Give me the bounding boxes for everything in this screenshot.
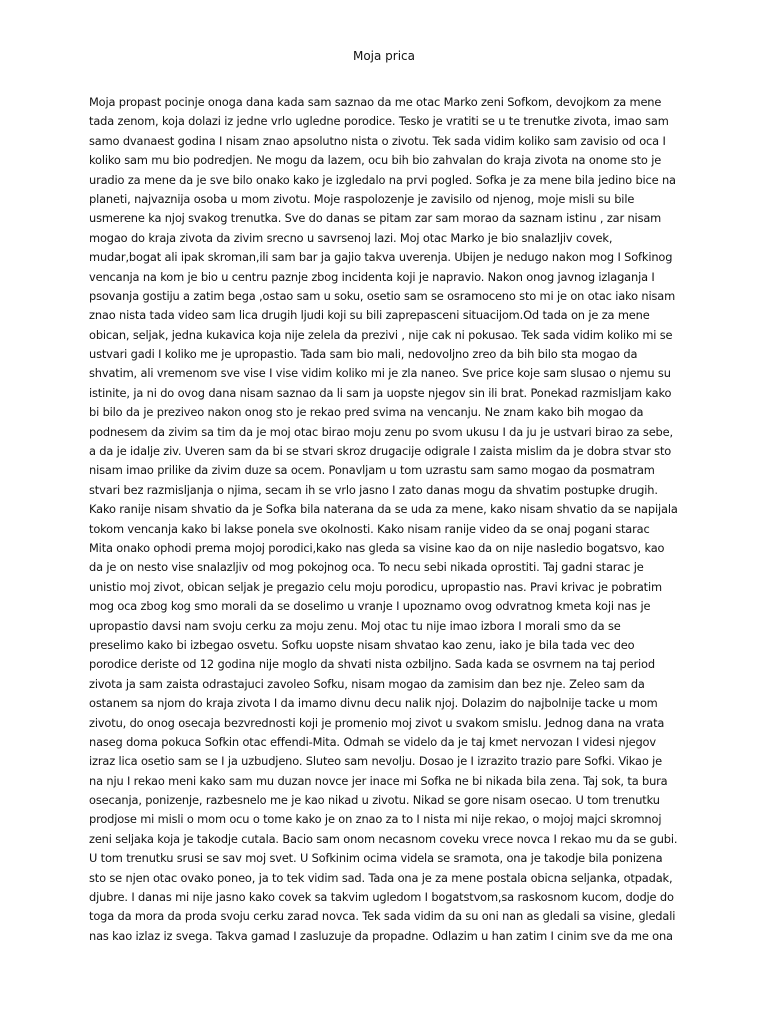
- text-line: sto se njen otac ovako poneo, ja to tek vidim sad. Tada ona je za mene postala obicna seljanka, otpadak,: [89, 870, 673, 885]
- text-line: porodice deriste od 12 godina nije moglo da shvati nista ozbiljno. Sada kada se osvrnem na taj period: [89, 657, 655, 672]
- text-line: prodjose mi misli o mom ocu o tome kako je on znao za to I nista mi nije rekao, o mojoj majci skromnoj: [89, 812, 662, 827]
- text-line: na nju I rekao meni kako sam mu duzan novce jer inace mi Sofka ne bi nikada bila zena. Taj sok, ta bura: [89, 773, 668, 788]
- text-line: ostanem sa njom do kraja zivota I da imamo divnu decu nalik njoj. Dolazim do najbolnije tacke u mom: [89, 696, 658, 711]
- text-line: samo dvanaest godina I nisam znao apsolutno nista o zivotu. Tek sada vidim koliko sam zavisio od oca I: [89, 133, 666, 148]
- text-line: U tom trenutku srusi se sav moj svet. U Sofkinim ocima videla se sramota, ona je takodje bila ponizena: [89, 851, 663, 866]
- text-line: podnesem da zivim sa tim da je moj otac birao moju zenu po svom ukusu I da ju je ustvari birao za sebe,: [89, 424, 673, 439]
- text-line: usmerene ka njoj svakog trenutka. Sve do danas se pitam zar sam morao da saznam istinu , zar nisam: [89, 211, 662, 226]
- text-line: toga da mora da proda svoju cerku zarad novca. Tek sada vidim da su oni nan as gledali sa visine, gledali: [89, 909, 676, 924]
- text-line: preselimo kako bi izbegao osvetu. Sofku uopste nisam shvatao kao zenu, iako je bila tada vec deo: [89, 637, 635, 652]
- text-line: Mita onako ophodi prema mojoj porodici,kako nas gleda sa visine kao da on nije nasledio bogatsvo, kao: [89, 540, 665, 555]
- text-line: nas kao izlaz iz svega. Takva gamad I zasluzuje da propadne. Odlazim u han zatim I cinim sve da me ona: [89, 928, 673, 943]
- text-line: mog oca zbog kog smo morali da se doselimo u vranje I upoznamo ovog odvratnog kmeta koji nas je: [89, 599, 651, 614]
- text-line: obican, seljak, jedna kukavica koja nije zelela da prezivi , nije cak ni pokusao. Tek sada vidim koliko mi se: [89, 327, 673, 342]
- text-line: uradio za mene da je sve bilo onako kako je izgledalo na prvi pogled. Sofka je za mene bila jedino bice na: [89, 172, 676, 187]
- text-line: a da je idalje ziv. Uveren sam da bi se stvari skroz drugacije odigrale I zaista mislim da je dobra stvar sto: [89, 444, 672, 459]
- page-title: Moja prica: [352, 49, 416, 63]
- text-line: da je on nesto vise snalazljiv od mog pokojnog oca. To necu sebi nikada oprostiti. Taj gadni starac je: [89, 560, 644, 575]
- text-line: psovanja gostiju a zatim bega ,ostao sam u soku, osetio sam se osramoceno sto mi je on otac iako nisam: [89, 288, 676, 303]
- text-line: znao nista tada video sam lica drugih ljudi koji su bili zaprepasceni situacijom.Od tada on je za mene: [89, 308, 650, 323]
- text-line: osecanja, ponizenje, razbesnelo me je kao nikad u zivotu. Nikad se gore nisam osecao. U tom trenutku: [89, 793, 660, 808]
- text-line: vencanja na kom je bio u centru paznje zbog incidenta koji je napravio. Nakon onog javnog izlaganja I: [89, 269, 655, 284]
- text-line: tada zenom, koja dolazi iz jedne vrlo ugledne porodice. Tesko je vratiti se u te trenutke zivota, imao sam: [89, 114, 669, 129]
- text-line: istinite, ja ni do ovog dana nisam saznao da li sam ja uopste njegov sin ili brat. Ponekad razmisljam kako: [89, 385, 672, 400]
- text-line: naseg doma pokuca Sofkin otac effendi-Mita. Odmah se videlo da je taj kmet nervozan I videsi njegov: [89, 734, 656, 749]
- text-line: zivota ja sam zaista odrastajuci zavoleo Sofku, nisam mogao da zamisim dan bez nje. Zeleo sam da: [89, 676, 645, 691]
- text-line: zivotu, do onog osecaja bezvrednosti koji je promenio moj zivot u svakom smislu. Jednog dana na vrata: [89, 715, 665, 730]
- text-line: upropastio davsi nam svoju cerku za moju zenu. Moj otac tu nije imao izbora I morali smo da se: [89, 618, 621, 633]
- body-paragraph: [89, 93, 689, 946]
- text-line: unistio moj zivot, obican seljak je pregazio celu moju porodicu, upropastio nas. Pravi krivac je pobratim: [89, 579, 662, 594]
- text-line: Moja propast pocinje onoga dana kada sam saznao da me otac Marko zeni Sofkom, devojkom za mene: [89, 95, 662, 109]
- text-line: tokom vencanja kako bi lakse ponela sve okolnosti. Kako nisam ranije video da se onaj pogani starac: [89, 521, 650, 536]
- text-line: shvatim, ali vremenom sve vise I vise vidim koliko mi je zla naneo. Sve price koje sam slusao o njemu su: [89, 366, 671, 381]
- text-line: stvari bez razmisljanja o njima, secam ih se vrlo jasno I zato danas mogu da shvatim postupke drugih.: [89, 482, 658, 497]
- text-line: bi bilo da je preziveo nakon onog sto je rekao pred svima na vencanju. Ne znam kako bih mogao da: [89, 405, 644, 420]
- text-line: koliko sam mu bio podredjen. Ne mogu da lazem, ocu bih bio zahvalan do kraja zivota na onome sto je: [89, 153, 662, 168]
- text-line: nisam imao prilike da zivim duze sa ocem. Ponavljam u tom uzrastu sam samo mogao da posmatram: [89, 463, 655, 478]
- text-line: mudar,bogat ali ipak skroman,ili sam bar ja gajio takva uverenja. Ubijen je nedugo nakon mog I Sofkinog: [89, 250, 673, 265]
- text-line: djubre. I danas mi nije jasno kako covek sa takvim ugledom I bogatstvom,sa raskosnom kucom, dodje do: [89, 890, 674, 905]
- text-line: izraz lica osetio sam se I ja uzbudjeno. Sluteo sam nevolju. Dosao je I izrazito trazio pare Sofki. Vikao je: [89, 754, 663, 769]
- text-line: mogao do kraja zivota da zivim srecno u savrsenoj lazi. Moj otac Marko je bio snalazljiv covek,: [89, 230, 613, 245]
- text-line: zeni seljaka koja je takodje cutala. Bacio sam onom necasnom coveku vrece novca I rekao mu da se gubi.: [89, 831, 678, 846]
- text-line: ustvari gadi I koliko me je upropastio. Tada sam bio mali, nedovoljno zreo da bih bilo sta mogao da: [89, 347, 638, 362]
- text-line: Kako ranije nisam shvatio da je Sofka bila naterana da se uda za mene, kako nisam shvatio da se napijala: [89, 502, 678, 517]
- text-line: planeti, najvaznija osoba u mom zivotu. Moje raspolozenje je zavisilo od njenog, moje misli su bile: [89, 191, 635, 206]
